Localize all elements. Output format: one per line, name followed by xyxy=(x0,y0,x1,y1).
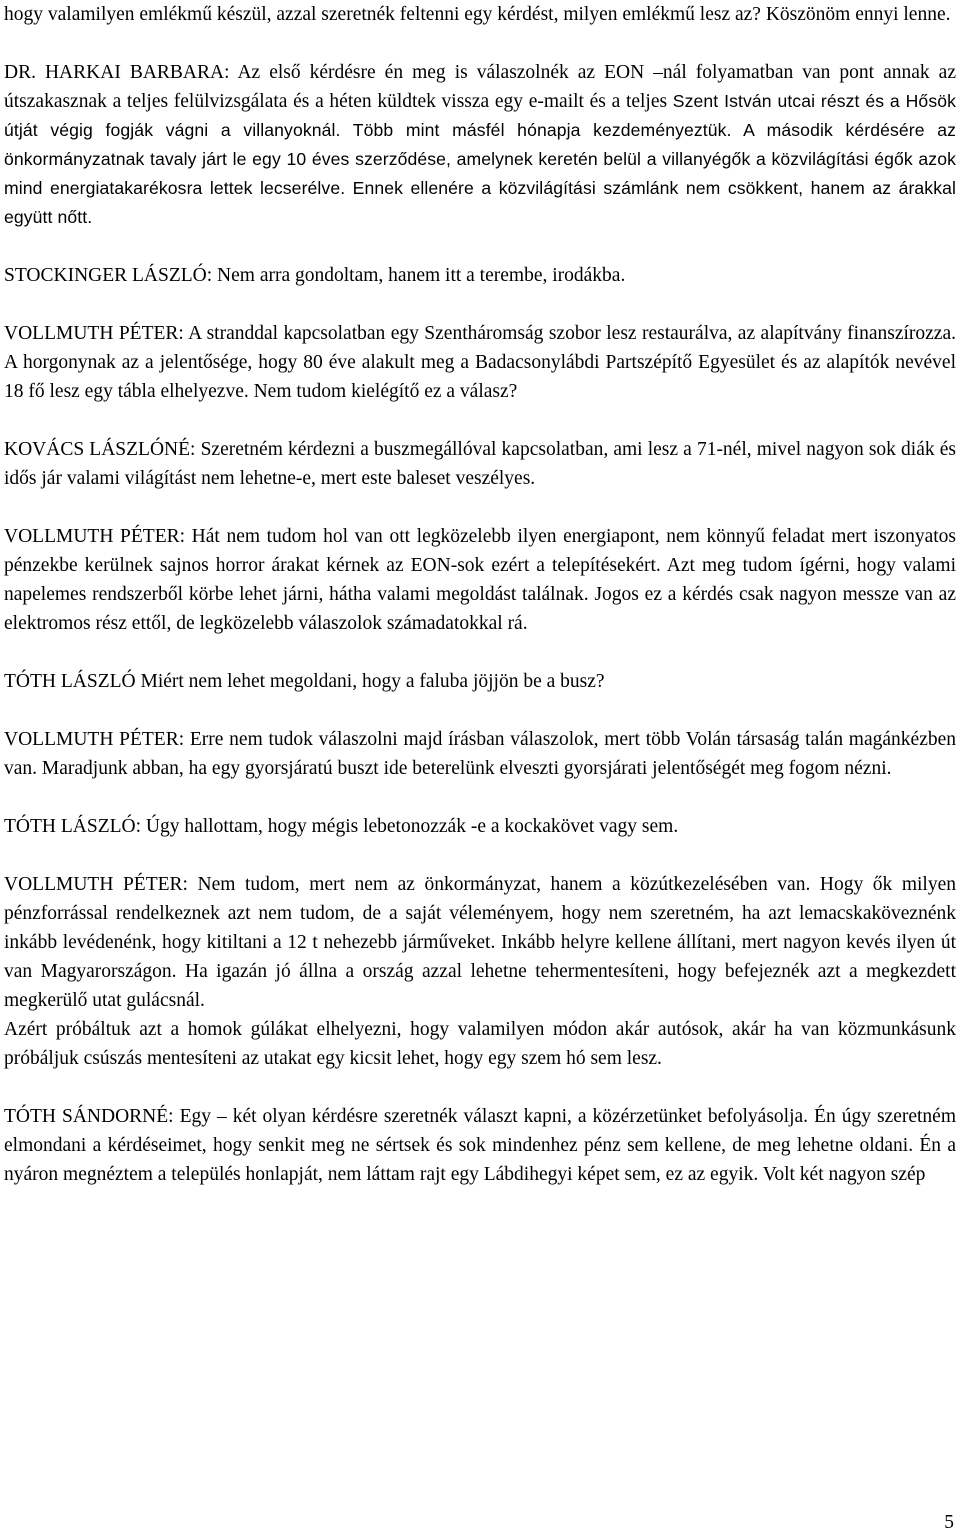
page-number: 5 xyxy=(944,1512,954,1533)
paragraph-gap xyxy=(4,493,956,522)
paragraph-text: STOCKINGER LÁSZLÓ: Nem arra gondoltam, hanem itt a terembe, irodákba. xyxy=(4,265,626,286)
paragraph-gap xyxy=(4,290,956,319)
paragraph-text: TÓTH SÁNDORNÉ: Egy – két olyan kérdésre szeretnék választ kapni, a közérzetünket befolyásolja. Én úgy szeretném elmondani a kérdéseimet, hogy senkit meg ne sértsek és sok mindenhez pénz sem kellene, de meg lehetne oldani. Én a nyáron megnéztem a település honlapját, nem láttam rajt egy Lábdihegyi képet sem, ez az egyik. Volt két nagyon szép xyxy=(4,1106,956,1185)
paragraph-text: DR. HARKAI BARBARA: Az első kérdésre én meg is válaszolnék az EON –nál folyamatban van pont annak az útszakasznak a teljes felülvizsgálata és a héten küldtek vissza egy e-mailt és a teljes xyxy=(4,62,956,112)
paragraph-text: VOLLMUTH PÉTER: A stranddal kapcsolatban egy Szentháromság szobor lesz restaurálva, az alapítvány finanszírozza. A horgonynak az a jelentősége, hogy 80 éve alakult meg a Badacsonylábdi Partszépítő Egyesület és az alapítók nevével 18 fő lesz egy tábla elhelyezve. Nem tudom kielégítő ez a válasz? xyxy=(4,323,956,402)
paragraph-gap xyxy=(4,232,956,261)
paragraph-text: VOLLMUTH PÉTER: Nem tudom, mert nem az önkormányzat, hanem a közútkezelésében van. Hogy ők milyen pénzforrással rendelkeznek azt nem tudom, de a saját véleményem, hogy nem szeretném, ha azt lemacskaköveznénk inkább levédenénk, hogy kitiltani a 12 t nehezebb járműveket. Inkább helyre kellene állítani, mert nagyon kevés ilyen út van Magyarországon. Ha igazán jó állna a ország azzal lehetne tehermentesíteni, hogy befejeznék azt a megkezdett megkerülő utat gulácsnál. xyxy=(4,874,956,1011)
paragraph-text: KOVÁCS LÁSZLÓNÉ: Szeretném kérdezni a buszmegállóval kapcsolatban, ami lesz a 71-nél, mivel nagyon sok diák és idős jár valami világítást nem lehetne-e, mert este baleset veszélyes. xyxy=(4,439,956,489)
paragraph-vollmuth-peter-energy xyxy=(4,522,956,638)
paragraph-text: TÓTH LÁSZLÓ Miért nem lehet megoldani, hogy a faluba jöjjön be a busz? xyxy=(4,671,605,692)
paragraph-gap xyxy=(4,638,956,667)
paragraph-text: VOLLMUTH PÉTER: Erre nem tudok válaszolni majd írásban válaszolok, mert több Volán társaság talán magánkézben van. Maradjunk abban, ha egy gyorsjáratú buszt ide beterelünk elveszti gyorsjárati jelentőségét meg fogom nézni. xyxy=(4,729,956,779)
paragraph-stockinger-laszlo xyxy=(4,261,956,290)
paragraph-harkai-barbara xyxy=(4,58,956,232)
paragraph-text-sans: Szent István utcai részt és a Hősök útját végig fogják vágni a villanyoknál. Több mint másfél hónapja kezdeményeztük. xyxy=(4,91,956,140)
document-page xyxy=(4,0,956,1189)
paragraph-toth-sandorne xyxy=(4,1102,956,1189)
paragraph-gap xyxy=(4,29,956,58)
paragraph-vollmuth-peter-road xyxy=(4,870,956,1015)
paragraph-text: VOLLMUTH PÉTER: Hát nem tudom hol van ott legközelebb ilyen energiapont, nem könnyű feladat mert iszonyatos pénzekbe kerülnek sajnos horror árakat kérnek az EON-sok ezért a telepítésekért. Azt meg tudom ígérni, hogy valami napelemes rendszerből körbe lehet járni, hátha valami megoldást találnak. Jogos ez a kérdés csak nagyon messze van az elektromos rész ettől, de legközelebb válaszolok számadatokkal rá. xyxy=(4,526,956,634)
paragraph-kovacs-laszlone xyxy=(4,435,956,493)
paragraph-question-continuation xyxy=(4,0,956,29)
paragraph-text: hogy valamilyen emlékmű készül, azzal szeretnék feltenni egy kérdést, milyen emlékmű lesz az? Köszönöm ennyi lenne. xyxy=(4,4,951,25)
paragraph-gap xyxy=(4,841,956,870)
paragraph-gap xyxy=(4,783,956,812)
paragraph-text-sans: Ennek ellenére a közvilágítási számlánk nem csökkent, hanem az árakkal együtt nőtt. xyxy=(4,178,956,227)
paragraph-vollmuth-peter-strand xyxy=(4,319,956,406)
paragraph-text: Azért próbáltuk azt a homok gúlákat elhelyezni, hogy valamilyen módon akár autósok, akár ha van közmunkásunk próbáljuk csúszás mentesíteni az utakat egy kicsit lehet, hogy egy szem hó sem lesz. xyxy=(4,1019,956,1069)
paragraph-toth-laszlo-bus xyxy=(4,667,956,696)
paragraph-gap xyxy=(4,1073,956,1102)
paragraph-gap xyxy=(4,406,956,435)
paragraph-text: TÓTH LÁSZLÓ: Úgy hallottam, hogy mégis lebetonozzák -e a kockakövet vagy sem. xyxy=(4,816,679,837)
paragraph-gap xyxy=(4,696,956,725)
paragraph-vollmuth-peter-volan xyxy=(4,725,956,783)
paragraph-toth-laszlo-concrete xyxy=(4,812,956,841)
paragraph-text-sans: A második kérdésére az önkormányzatnak tavaly járt le egy 10 éves szerződése, amelynek keretén belül a villanyégők a közvilágítási égők azok mind energiatakarékosra lettek lecserélve. xyxy=(4,120,956,198)
paragraph-sand-pyramids xyxy=(4,1015,956,1073)
